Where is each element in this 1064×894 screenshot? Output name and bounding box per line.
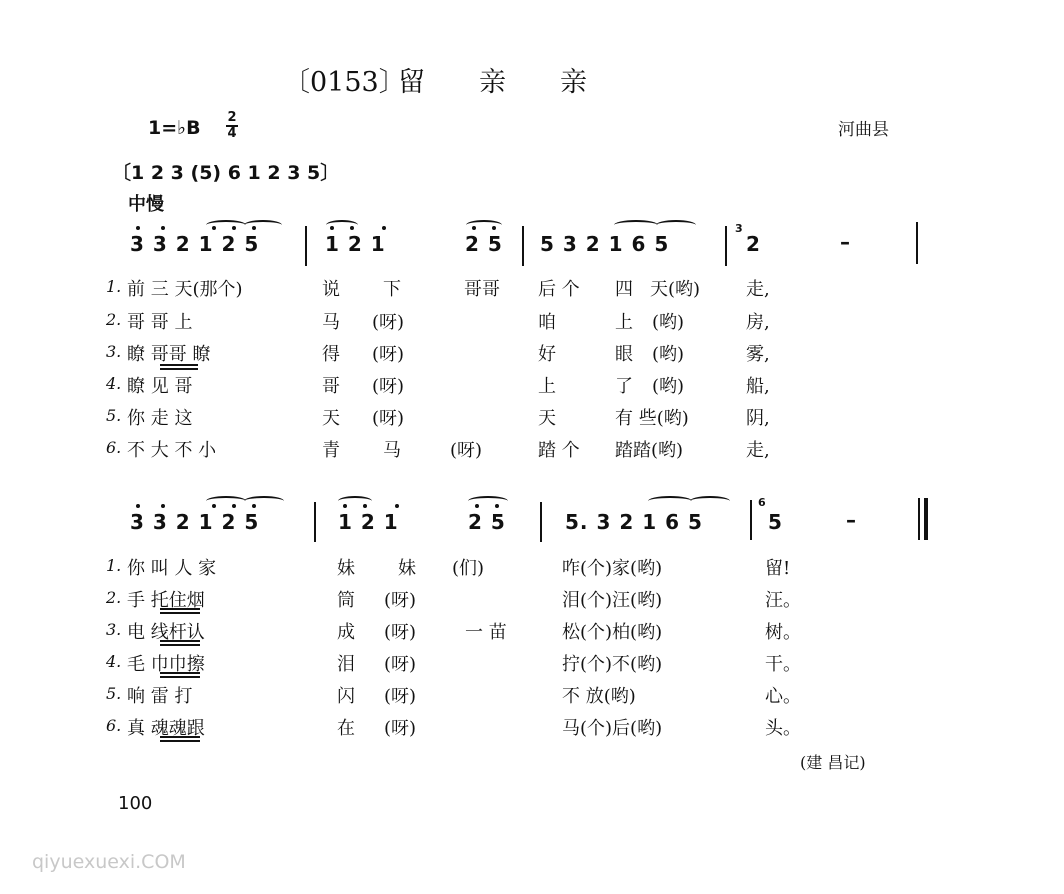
page-number: 100: [118, 793, 153, 814]
bar-3: 5. 3 2 1 6 5: [565, 510, 703, 534]
lyric-text: 前 三 天(那个): [127, 279, 243, 300]
lyric-text: 闪: [337, 686, 355, 707]
lyric-text: 青: [322, 440, 340, 461]
hold-dash: –: [840, 230, 851, 254]
lyric-text: 6.: [106, 716, 122, 735]
lyric-text: 一 苗: [465, 622, 507, 643]
lyric-text: 天: [322, 408, 340, 429]
lyric-text: (哟): [652, 344, 685, 365]
lyric-text: 阴,: [746, 408, 770, 429]
lyric-text: 2.: [106, 588, 122, 607]
lyric-text: 房,: [746, 312, 770, 333]
bar-2a: 1 2 1: [338, 510, 399, 534]
lyric-text: 树。: [765, 622, 801, 643]
lyric-text: 5.: [106, 684, 122, 703]
meter-bottom: 4: [227, 126, 237, 141]
lyric-text: 5.: [106, 406, 122, 425]
lyric-text: 电 线杆认: [127, 622, 205, 643]
lyric-text: 瞭 见 哥: [127, 376, 193, 397]
lyric-text: 走,: [746, 279, 770, 300]
lyric-text: 了: [615, 376, 633, 397]
lyric-text: 松(个)柏(哟): [562, 622, 663, 643]
lyric-text: 哥哥: [464, 279, 500, 300]
lyric-text: 咱: [538, 312, 556, 333]
lyric-text: (呀): [384, 686, 417, 707]
lyric-text: 好: [538, 344, 556, 365]
bar-1: 3 3 2 1 2 5: [130, 510, 260, 534]
lyric-text: 哥: [322, 376, 340, 397]
lyric-text: 上: [538, 376, 556, 397]
lyric-text: 咋(个)家(哟): [562, 558, 663, 579]
lyric-text: 不 大 不 小: [127, 440, 217, 461]
lyric-text: 4.: [106, 374, 122, 393]
song-title: 留 亲 亲: [398, 67, 587, 98]
lyric-text: 得: [322, 344, 340, 365]
lyric-text: 成: [337, 622, 355, 643]
region-label: 河曲县: [838, 120, 889, 140]
lyric-text: (呀): [372, 344, 405, 365]
lyric-text: 干。: [765, 654, 801, 675]
lyric-text: 汪。: [765, 590, 801, 611]
lyric-text: 你 叫 人 家: [127, 558, 217, 579]
lyric-text: 马: [322, 312, 340, 333]
lyric-text: 3.: [106, 342, 122, 361]
lyric-text: 你 走 这: [127, 408, 193, 429]
lyric-text: (呀): [372, 408, 405, 429]
lyric-text: (呀): [450, 440, 483, 461]
bar-2b: 2 5: [468, 510, 506, 534]
final-note: 5: [768, 510, 783, 534]
lyric-text: 走,: [746, 440, 770, 461]
watermark: qiyuexuexi.COM: [32, 851, 186, 873]
bar-3: 5 3 2 1 6 5: [540, 232, 670, 256]
lyric-text: 有 些(哟): [615, 408, 689, 429]
bar-2b: 2 5: [465, 232, 503, 256]
lyric-text: 1.: [106, 277, 122, 296]
lyric-text: 3.: [106, 620, 122, 639]
lyric-text: (呀): [384, 654, 417, 675]
lyric-text: 妹: [398, 558, 416, 579]
bar-2a: 1 2 1: [325, 232, 386, 256]
transcriber-credit: (建 昌记): [800, 753, 866, 772]
lyric-text: 响 雷 打: [127, 686, 193, 707]
lyric-text: 不 放(哟): [562, 686, 636, 707]
lyric-text: 四: [615, 279, 633, 300]
lyric-text: 拧(个)不(哟): [562, 654, 663, 675]
lyric-text: 筒: [337, 590, 355, 611]
lyric-text: 踏踏(哟): [615, 440, 684, 461]
lyric-text: 踏 个: [538, 440, 580, 461]
hold-dash: –: [846, 508, 857, 532]
lyric-text: 雾,: [746, 344, 770, 365]
lyric-text: 2.: [106, 310, 122, 329]
grace-note: 6: [758, 496, 766, 509]
lyric-text: 天: [538, 408, 556, 429]
final-note: 2: [746, 232, 761, 256]
song-number: 〔0153〕: [283, 67, 406, 98]
lyric-text: (哟): [652, 312, 685, 333]
grace-note: 3: [735, 222, 743, 235]
lyric-text: 泪(个)汪(哟): [562, 590, 663, 611]
lyric-text: 真 魂魂跟: [127, 718, 205, 739]
lyric-text: 4.: [106, 652, 122, 671]
lyric-text: 眼: [615, 344, 633, 365]
lyric-text: 船,: [746, 376, 770, 397]
lyric-text: 毛 巾巾擦: [127, 654, 205, 675]
tempo-marking: 中慢: [128, 194, 164, 215]
lyric-text: (呀): [384, 718, 417, 739]
lyric-text: 手 托住烟: [127, 590, 205, 611]
lyric-text: (哟): [652, 376, 685, 397]
lyric-text: 在: [337, 718, 355, 739]
lyric-text: (们): [452, 558, 485, 579]
bar-1: 3 3 2 1 2 5: [130, 232, 260, 256]
lyric-text: 上: [615, 312, 633, 333]
lyric-text: (呀): [372, 312, 405, 333]
lyric-text: 心。: [765, 686, 801, 707]
lyric-text: 1.: [106, 556, 122, 575]
lyric-text: (呀): [372, 376, 405, 397]
lyric-text: 瞭 哥哥 瞭: [127, 344, 211, 365]
lyric-text: 下: [383, 279, 401, 300]
lyric-text: 6.: [106, 438, 122, 457]
lyric-text: 留!: [765, 558, 791, 579]
lyric-text: 头。: [765, 718, 801, 739]
lyric-text: 天(哟): [650, 279, 701, 300]
meter-top: 2: [227, 110, 237, 125]
lyric-text: (呀): [384, 622, 417, 643]
lyric-text: 泪: [337, 654, 355, 675]
key-signature: 1=♭B: [148, 117, 201, 139]
lyric-text: 后 个: [538, 279, 580, 300]
lyric-text: 哥 哥 上: [127, 312, 193, 333]
intro-phrase: 〔1 2 3 (5) 6 1 2 3 5〕: [112, 162, 340, 184]
lyric-text: 妹: [337, 558, 355, 579]
lyric-text: 马: [383, 440, 401, 461]
time-signature: [226, 112, 238, 140]
lyric-text: 马(个)后(哟): [562, 718, 663, 739]
lyric-text: 说: [322, 279, 340, 300]
lyric-text: (呀): [384, 590, 417, 611]
